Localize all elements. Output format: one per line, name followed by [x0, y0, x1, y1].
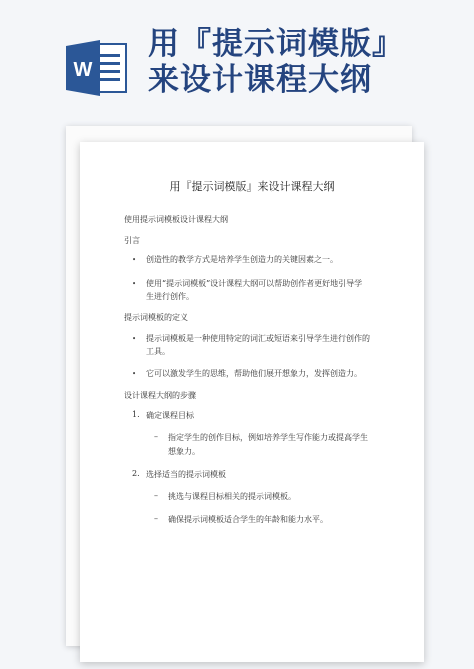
- intro-heading: 引言: [124, 236, 140, 245]
- step-number: 2.: [132, 469, 140, 478]
- definition-bullet-1: 提示词模板是一种使用特定的词汇或短语来引导学生进行创作的: [146, 334, 370, 343]
- banner-title-line-2: 来设计课程大纲: [148, 62, 372, 98]
- definition-bullet-2: 它可以激发学生的思维，帮助他们展开想象力，发挥创造力。: [146, 369, 362, 378]
- banner-title-line-1: 用『提示词模版』: [148, 26, 404, 62]
- bullet-icon: •: [132, 370, 137, 378]
- step-1-item-1: 指定学生的创作目标，例如培养学生写作能力或提高学生: [168, 433, 368, 442]
- intro-bullet-2: 使用“提示词模板”设计课程大纲可以帮助创作者更好地引导学: [146, 279, 363, 288]
- definition-bullet-1-cont: 工具。: [146, 347, 170, 356]
- word-document-icon: [66, 38, 130, 98]
- step-number: 1.: [132, 410, 140, 419]
- document-page: [80, 142, 424, 662]
- bullet-icon: •: [132, 280, 137, 288]
- step-1-title: 确定课程目标: [146, 411, 194, 420]
- bullet-icon: •: [132, 335, 137, 343]
- step-2-item-2: 确保提示词模板适合学生的年龄和能力水平。: [168, 515, 328, 524]
- steps-heading: 设计课程大纲的步骤: [124, 391, 196, 400]
- step-2-title: 选择适当的提示词模板: [146, 470, 226, 479]
- dash-icon: –: [154, 432, 158, 441]
- header-banner: [0, 0, 474, 130]
- word-logo-letter: W: [73, 59, 93, 81]
- document-subtitle: 使用提示词模板设计课程大纲: [124, 215, 228, 224]
- step-1-item-1-cont: 想象力。: [168, 447, 200, 456]
- intro-bullet-1: 创造性的教学方式是培养学生创造力的关键因素之一。: [146, 255, 338, 264]
- intro-bullet-2-cont: 生进行创作。: [146, 292, 194, 301]
- dash-icon: –: [154, 514, 158, 523]
- definition-heading: 提示词模板的定义: [124, 313, 188, 322]
- dash-icon: –: [154, 491, 158, 500]
- document-title: 用『提示词模版』来设计课程大纲: [169, 180, 335, 193]
- step-2-item-1: 挑选与课程目标相关的提示词模板。: [168, 492, 296, 501]
- banner-title: [148, 26, 404, 98]
- bullet-icon: •: [132, 256, 137, 264]
